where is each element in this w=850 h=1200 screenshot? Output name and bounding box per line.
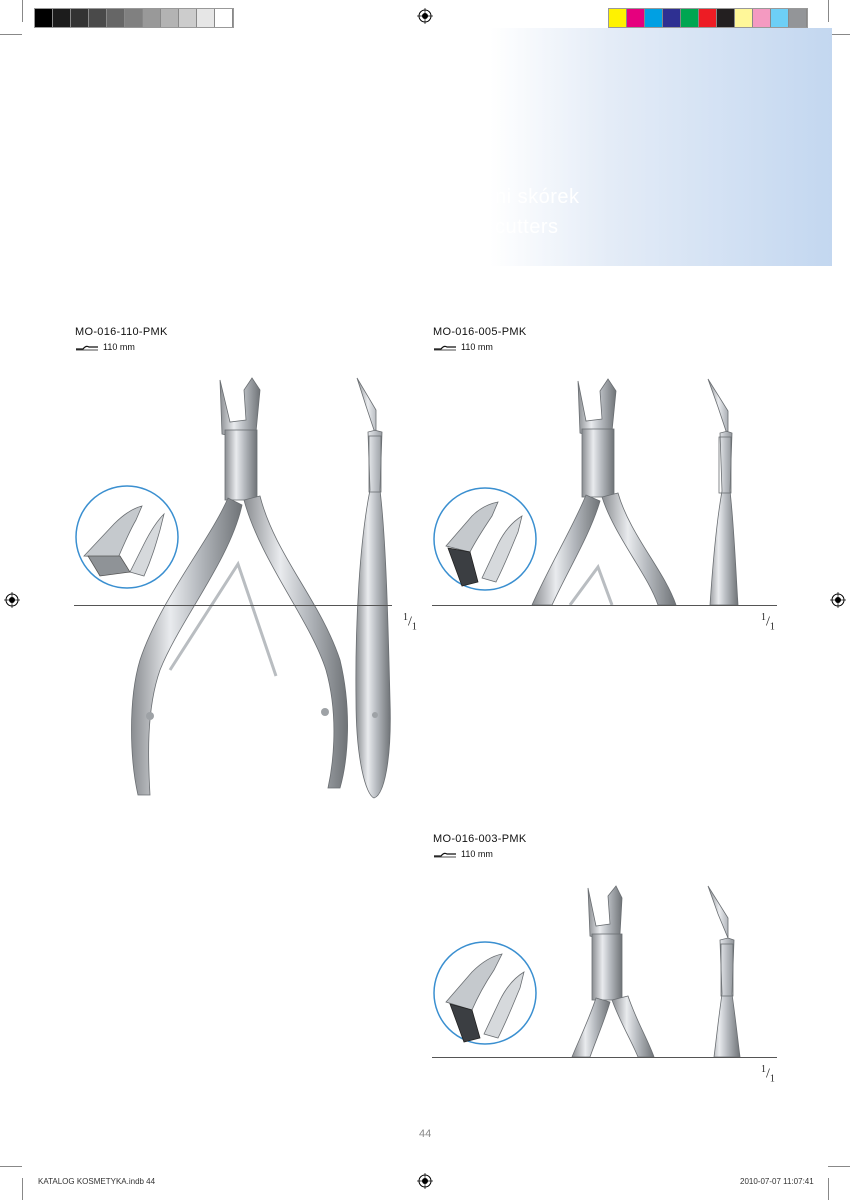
page-number: 44: [419, 1128, 432, 1140]
color-swatch: [179, 9, 197, 27]
product-length: [433, 342, 493, 352]
product-length-value: 110 mm: [461, 342, 493, 352]
color-swatch: [215, 9, 233, 27]
blade-detail-circle: [432, 940, 538, 1046]
registration-mark-icon: [417, 1173, 433, 1189]
product-length: [75, 342, 135, 352]
color-swatch: [143, 9, 161, 27]
color-swatch: [197, 9, 215, 27]
product-code: MO-016-110-PMK: [75, 326, 168, 338]
grayscale-color-bar: [34, 8, 234, 28]
header-title-polish: ni skórek: [495, 186, 580, 208]
color-swatch: [89, 9, 107, 27]
footer-filename: KATALOG KOSMETYKA.indb 44: [38, 1177, 156, 1186]
crop-mark: [828, 0, 829, 22]
cuticle-nipper-image: [540, 882, 760, 1057]
color-swatch: [125, 9, 143, 27]
process-color-bar: [608, 8, 808, 28]
color-swatch: [645, 9, 663, 27]
color-swatch: [663, 9, 681, 27]
cuticle-nipper-image: [520, 375, 760, 605]
scale-label: $^1/_1$: [761, 612, 775, 633]
color-swatch: [627, 9, 645, 27]
color-swatch: [107, 9, 125, 27]
nipper-length-icon: [75, 343, 99, 351]
product-length-value: 110 mm: [461, 849, 493, 859]
color-swatch: [53, 9, 71, 27]
blade-detail-circle: [432, 486, 538, 592]
product-length-value: 110 mm: [103, 342, 135, 352]
header-title-english: cutters: [495, 216, 559, 238]
baseline-rule: [432, 605, 777, 606]
footer-timestamp: 2010-07-07 11:07:41: [740, 1177, 814, 1186]
blade-detail-circle: [74, 484, 180, 590]
crop-mark: [828, 1178, 829, 1200]
product-code: MO-016-003-PMK: [433, 833, 527, 845]
baseline-rule: [74, 605, 392, 606]
color-swatch: [735, 9, 753, 27]
crop-mark: [0, 34, 22, 35]
registration-mark-icon: [830, 592, 846, 608]
color-swatch: [717, 9, 735, 27]
color-swatch: [609, 9, 627, 27]
color-swatch: [771, 9, 789, 27]
scale-label: $^1/_1$: [403, 612, 417, 633]
color-swatch: [753, 9, 771, 27]
color-swatch: [699, 9, 717, 27]
color-swatch: [789, 9, 807, 27]
color-swatch: [161, 9, 179, 27]
registration-mark-icon: [4, 592, 20, 608]
baseline-rule: [432, 1057, 777, 1058]
scale-label: $^1/_1$: [761, 1064, 775, 1085]
crop-mark: [22, 1178, 23, 1200]
crop-mark: [22, 0, 23, 22]
color-swatch: [681, 9, 699, 27]
nipper-length-icon: [433, 850, 457, 858]
crop-mark: [828, 1166, 850, 1167]
nipper-length-icon: [433, 343, 457, 351]
product-length: [433, 849, 493, 859]
registration-mark-icon: [417, 8, 433, 24]
crop-mark: [0, 1166, 22, 1167]
color-swatch: [35, 9, 53, 27]
color-swatch: [71, 9, 89, 27]
product-code: MO-016-005-PMK: [433, 326, 527, 338]
